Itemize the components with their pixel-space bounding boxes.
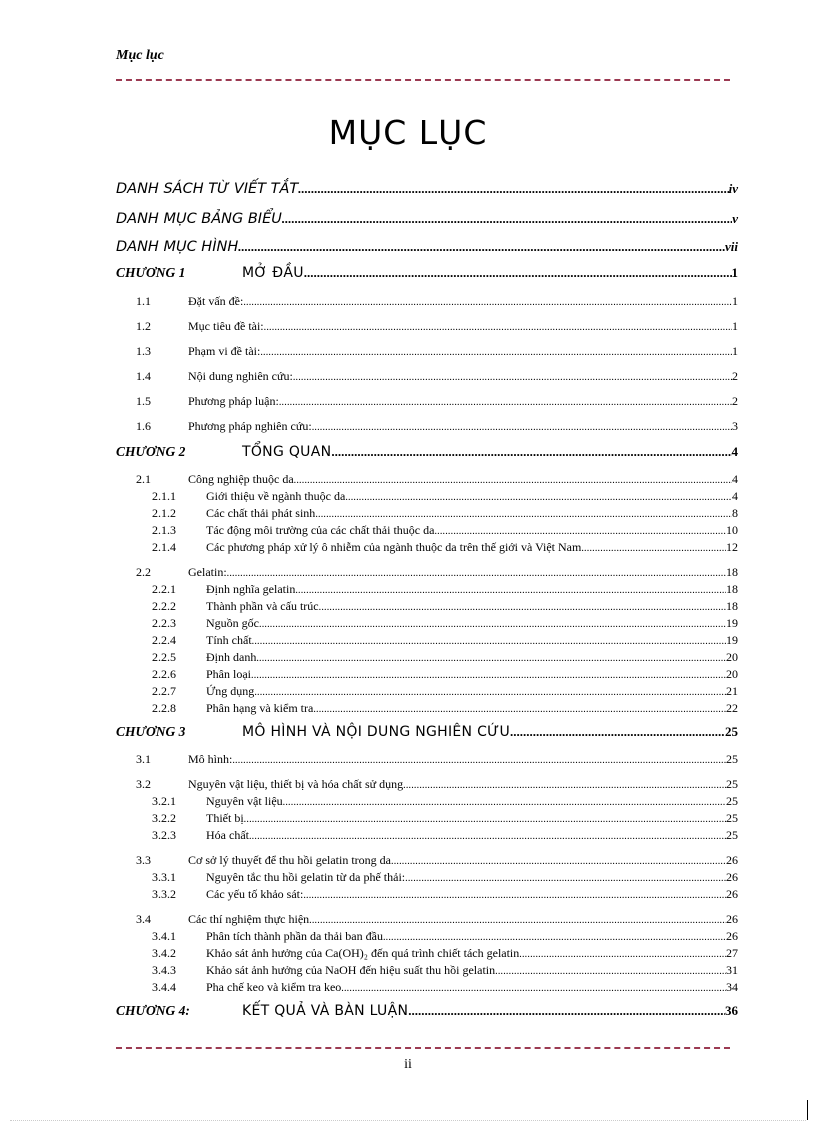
toc-entry-list-of-tables[interactable]: DANH MỤC BẢNG BIỂU ..... v bbox=[116, 211, 738, 227]
toc-entry-2-2-6[interactable]: 2.2.6 Phân loại ..... 20 bbox=[116, 667, 738, 682]
toc-entry-2-2-2[interactable]: 2.2.2 Thành phần và cấu trúc ..... 18 bbox=[116, 599, 738, 614]
page-corner-mark bbox=[807, 1100, 808, 1120]
toc-entry-list-of-figures[interactable]: DANH MỤC HÌNH ..... vii bbox=[116, 239, 738, 255]
toc-entry-2-2-1[interactable]: 2.2.1 Định nghĩa gelatin ..... 18 bbox=[116, 582, 738, 597]
toc-entry-3-4-4[interactable]: 3.4.4 Pha chế keo và kiểm tra keo ..... 34 bbox=[116, 980, 738, 995]
toc-entry-2-2-7[interactable]: 2.2.7 Ứng dụng ..... 21 bbox=[116, 684, 738, 699]
toc-entry-3-2-2[interactable]: 3.2.2 Thiết bị ..... 25 bbox=[116, 811, 738, 826]
toc-entry-3-4[interactable]: 3.4 Các thí nghiệm thực hiện ..... 26 bbox=[116, 912, 738, 927]
page-title: MỤC LỤC bbox=[328, 113, 488, 152]
page-number: ii bbox=[404, 1057, 412, 1072]
toc-entry-1-3[interactable]: 1.3 Phạm vi đề tài: ..... 1 bbox=[116, 344, 738, 359]
toc-chapter-4[interactable]: CHƯƠNG 4: KẾT QUẢ VÀ BÀN LUẬN ..... 36 bbox=[116, 1003, 738, 1019]
toc-entry-1-6[interactable]: 1.6 Phương pháp nghiên cứu: ..... 3 bbox=[116, 419, 738, 434]
toc-entry-2-1-2[interactable]: 2.1.2 Các chất thải phát sinh ..... 8 bbox=[116, 506, 738, 521]
toc-entry-2-1-3[interactable]: 2.1.3 Tác động môi trường của các chất thải thuộc da ..... 10 bbox=[116, 523, 738, 538]
toc-entry-3-4-2[interactable]: 3.4.2 Khảo sát ảnh hưởng của Ca(OH)₂ đến quá trình chiết tách gelatin ..... 27 bbox=[116, 946, 738, 961]
toc-entry-3-2-1[interactable]: 3.2.1 Nguyên vật liệu ..... 25 bbox=[116, 794, 738, 809]
toc-entry-3-2-3[interactable]: 3.2.3 Hóa chất ..... 25 bbox=[116, 828, 738, 843]
toc-entry-3-3-2[interactable]: 3.3.2 Các yếu tố khảo sát: ..... 26 bbox=[116, 887, 738, 902]
toc-entry-2-2[interactable]: 2.2 Gelatin: ..... 18 bbox=[116, 565, 738, 580]
toc-entry-2-2-3[interactable]: 2.2.3 Nguồn gốc ..... 19 bbox=[116, 616, 738, 631]
toc-entry-3-3-1[interactable]: 3.3.1 Nguyên tắc thu hồi gelatin từ da phế thải: ..... 26 bbox=[116, 870, 738, 885]
toc-entry-1-1[interactable]: 1.1 Đặt vấn đề: ..... 1 bbox=[116, 294, 738, 309]
toc-entry-abbreviations[interactable]: DANH SÁCH TỪ VIẾT TẮT ..... iv bbox=[116, 181, 738, 197]
footer-divider bbox=[116, 1047, 730, 1049]
toc-entry-3-2[interactable]: 3.2 Nguyên vật liệu, thiết bị và hóa chất sử dụng ..... 25 bbox=[116, 777, 738, 792]
toc-entry-3-1[interactable]: 3.1 Mô hình: ..... 25 bbox=[116, 752, 738, 767]
toc-entry-2-1-4[interactable]: 2.1.4 Các phương pháp xử lý ô nhiễm của ngành thuộc da trên thế giới và Việt Nam ..... 12 bbox=[116, 540, 738, 555]
toc-chapter-2[interactable]: CHƯƠNG 2 TỔNG QUAN ..... 4 bbox=[116, 444, 738, 460]
toc-entry-2-2-5[interactable]: 2.2.5 Định danh ..... 20 bbox=[116, 650, 738, 665]
running-header: Mục lục bbox=[116, 48, 164, 63]
toc-entry-1-5[interactable]: 1.5 Phương pháp luận: ..... 2 bbox=[116, 394, 738, 409]
toc-entry-1-2[interactable]: 1.2 Mục tiêu đề tài: ..... 1 bbox=[116, 319, 738, 334]
toc-entry-2-1[interactable]: 2.1 Công nghiệp thuộc da ..... 4 bbox=[116, 472, 738, 487]
toc-entry-3-4-3[interactable]: 3.4.3 Khảo sát ảnh hưởng của NaOH đến hiệu suất thu hồi gelatin ..... 31 bbox=[116, 963, 738, 978]
header-divider bbox=[116, 79, 730, 81]
toc-entry-2-1-1[interactable]: 2.1.1 Giới thiệu về ngành thuộc da ..... 4 bbox=[116, 489, 738, 504]
toc-chapter-3[interactable]: CHƯƠNG 3 MÔ HÌNH VÀ NỘI DUNG NGHIÊN CỨU ..... 25 bbox=[116, 724, 738, 740]
toc-entry-2-2-4[interactable]: 2.2.4 Tính chất ..... 19 bbox=[116, 633, 738, 648]
page-bottom-border bbox=[10, 1120, 806, 1121]
toc-entry-2-2-8[interactable]: 2.2.8 Phân hạng và kiểm tra ..... 22 bbox=[116, 701, 738, 716]
toc-entry-1-4[interactable]: 1.4 Nội dung nghiên cứu: ..... 2 bbox=[116, 369, 738, 384]
toc-chapter-1[interactable]: CHƯƠNG 1 MỞ ĐẦU ..... 1 bbox=[116, 265, 738, 281]
toc-entry-3-3[interactable]: 3.3 Cơ sở lý thuyết để thu hồi gelatin trong da ..... 26 bbox=[116, 853, 738, 868]
toc-entry-3-4-1[interactable]: 3.4.1 Phân tích thành phần da thải ban đầu ..... 26 bbox=[116, 929, 738, 944]
